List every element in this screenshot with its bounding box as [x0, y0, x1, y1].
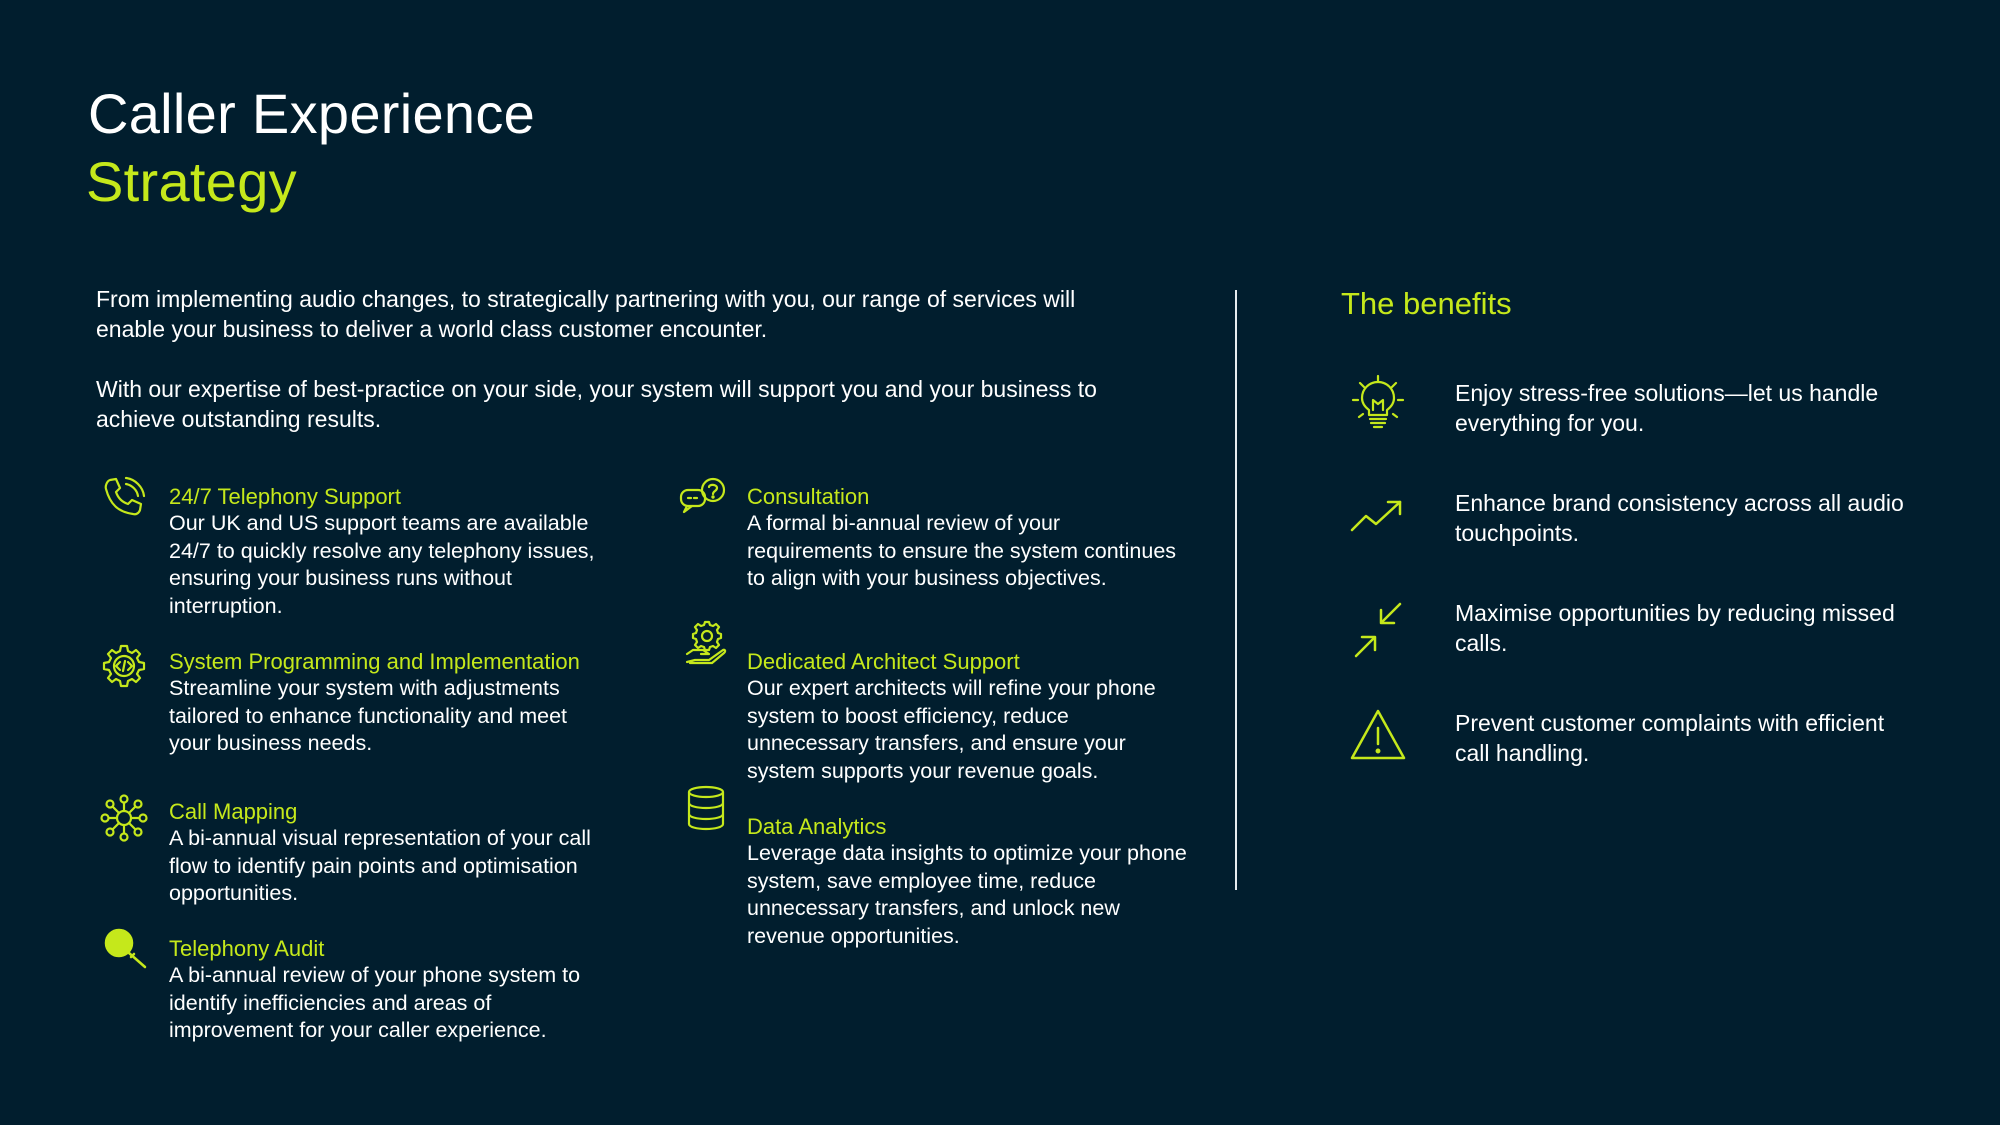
service-description: A bi-annual visual representation of your call flow to identify pain points and optimisation opportunities. [169, 826, 591, 905]
trend-up-icon [1348, 486, 1408, 546]
lightbulb-icon [1348, 372, 1408, 432]
benefit-item: Enhance brand consistency across all audio touchpoints. [1455, 490, 1904, 546]
service-description: Leverage data insights to optimize your phone system, save employee time, reduce unnecessary transfers, and unlock new revenue opportunities. [747, 841, 1187, 948]
magnifier-icon [102, 926, 150, 974]
service-title: Dedicated Architect Support [747, 649, 1020, 674]
compress-arrows-icon [1348, 600, 1408, 660]
phone-icon [100, 474, 148, 522]
network-icon [100, 794, 148, 842]
page-title: Caller Experience [88, 82, 536, 145]
database-icon [682, 784, 730, 832]
service-data-analytics [747, 813, 1187, 950]
column-divider [1235, 290, 1237, 890]
service-description: Our expert architects will refine your phone system to boost efficiency, reduce unnecessary transfers, and ensure your system supports your revenue goals. [747, 676, 1156, 783]
benefits-heading: The benefits [1341, 286, 1512, 321]
hand-gear-icon [683, 618, 731, 666]
intro-paragraph: With our expertise of best-practice on your side, your system will support you and your business to achieve outstanding results. [96, 376, 1097, 432]
service-description: A bi-annual review of your phone system to identify inefficiencies and areas of improvement for your caller experience. [169, 963, 581, 1042]
service-title: 24/7 Telephony Support [169, 484, 401, 509]
service-description: A formal bi-annual review of your requirements to ensure the system continues to align with your business objectives. [747, 511, 1177, 590]
service-consultation [747, 483, 1187, 593]
service-telephony-support [169, 483, 609, 620]
intro-paragraph: From implementing audio changes, to strategically partnering with you, our range of services will enable your business to deliver a world class customer encounter. [96, 286, 1076, 342]
service-title: Consultation [747, 484, 870, 509]
benefit-item: Prevent customer complaints with efficient call handling. [1455, 710, 1885, 766]
gear-code-icon [100, 642, 148, 690]
service-description: Our UK and US support teams are available 24/7 to quickly resolve any telephony issues, ensuring your business runs without interruption. [169, 511, 595, 618]
service-title: Data Analytics [747, 814, 887, 839]
warning-icon [1348, 706, 1408, 766]
service-call-mapping [169, 798, 609, 908]
intro-text [96, 284, 1126, 464]
benefit-item: Maximise opportunities by reducing missed calls. [1455, 600, 1895, 656]
page-subtitle: Strategy [86, 150, 297, 213]
service-system-programming [169, 648, 609, 758]
service-architect-support [747, 648, 1187, 785]
service-title: Call Mapping [169, 799, 298, 824]
benefit-item: Enjoy stress-free solutions—let us handle everything for you. [1455, 380, 1879, 436]
service-telephony-audit [169, 935, 609, 1045]
service-title: System Programming and Implementation [169, 649, 580, 674]
service-description: Streamline your system with adjustments tailored to enhance functionality and meet your business needs. [169, 676, 568, 755]
consultation-icon [679, 476, 727, 524]
service-title: Telephony Audit [169, 936, 325, 961]
